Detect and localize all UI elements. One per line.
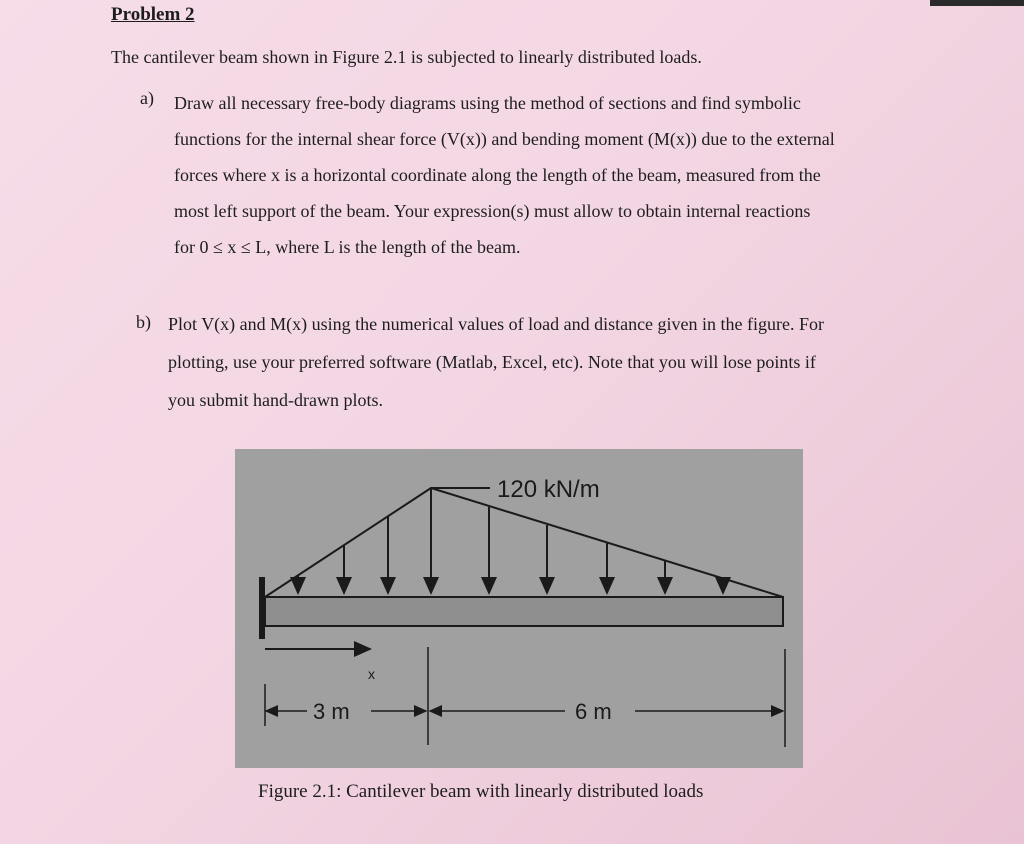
load-intensity-label: 120 kN/m bbox=[497, 476, 600, 503]
part-a-line-4: most left support of the beam. Your expression(s) must allow to obtain internal reactions bbox=[174, 201, 811, 221]
intro-text: The cantilever beam shown in Figure 2.1 is subjected to linearly distributed loads. bbox=[111, 47, 702, 67]
problem-title: Problem 2 bbox=[111, 4, 195, 25]
part-a-line-2: functions for the internal shear force (V(x)) and bending moment (M(x)) due to the external bbox=[174, 129, 835, 149]
beam-diagram bbox=[235, 449, 803, 768]
part-a-label: a) bbox=[140, 88, 154, 108]
part-b-line-2: plotting, use your preferred software (Matlab, Excel, etc). Note that you will lose points if bbox=[168, 352, 816, 372]
dimension-label-6m: 6 m bbox=[575, 699, 612, 724]
beam-body bbox=[265, 597, 783, 626]
part-a-line-5: for 0 ≤ x ≤ L, where L is the length of the beam. bbox=[174, 237, 521, 257]
load-distribution-outline bbox=[265, 488, 783, 597]
part-b-label: b) bbox=[136, 312, 151, 332]
dimension-label-3m: 3 m bbox=[313, 699, 350, 724]
x-coordinate-label: x bbox=[368, 666, 375, 682]
part-b-line-1: Plot V(x) and M(x) using the numerical values of load and distance given in the figure. For bbox=[168, 314, 825, 334]
part-a-line-3: forces where x is a horizontal coordinate along the length of the beam, measured from the bbox=[174, 165, 821, 185]
beam-figure bbox=[235, 449, 803, 768]
figure-caption: Figure 2.1: Cantilever beam with linearly distributed loads bbox=[258, 781, 704, 802]
part-a-line-1: Draw all necessary free-body diagrams using the method of sections and find symbolic bbox=[174, 93, 801, 113]
part-b-line-3: you submit hand-drawn plots. bbox=[168, 390, 383, 410]
top-edge-bar bbox=[930, 0, 1024, 6]
